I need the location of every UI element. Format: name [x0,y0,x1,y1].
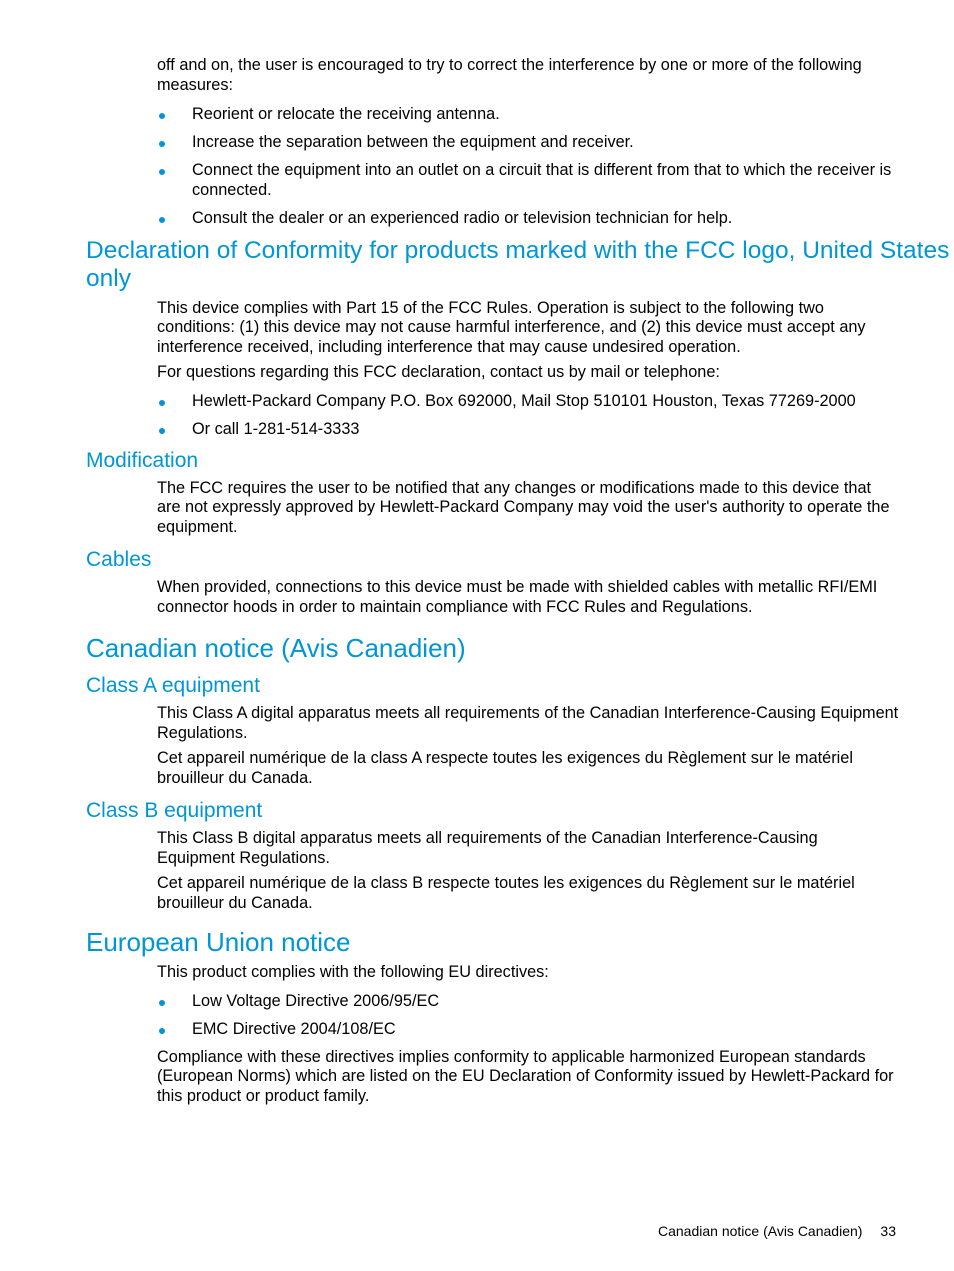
list-item [157,1020,899,1040]
class-a-paragraph-en: This Class A digital apparatus meets all requirements of the Canadian Interference-Causing Equipment Regulations. [157,704,899,742]
list-item [157,133,899,153]
bullet-icon [159,1000,165,1006]
list-item-text: Increase the separation between the equipment and receiver. [192,133,634,151]
bullet-icon [159,141,165,147]
cables-paragraph: When provided, connections to this device must be made with shielded cables with metallic RFI/EMI connector hoods in order to maintain compliance with FCC Rules and Regulations. [157,578,878,616]
page-number: 33 [880,1223,896,1239]
list-item-text: Low Voltage Directive 2006/95/EC [192,991,440,1010]
section-heading-cables: Cables [86,548,152,571]
declaration-bullet-list [157,392,899,440]
intro-paragraph: off and on, the user is encouraged to try to correct the interference by one or more of the following measures: [157,56,862,94]
class-a-paragraph-fr: Cet appareil numérique de la class A respecte toutes les exigences du Règlement sur le matériel brouilleur du Canada. [157,749,853,787]
eu-compliance-paragraph: Compliance with these directives implies conformity to applicable harmonized European standards (European Norms) which are listed on the EU Declaration of Conformity issued by Hewlett-Packard for this product or product family. [157,1047,894,1105]
class-b-paragraph-en: This Class B digital apparatus meets all requirements of the Canadian Interference-Causing Equipment Regulations. [157,829,818,867]
list-item [157,161,899,200]
list-item-text: EMC Directive 2004/108/EC [192,1019,396,1038]
list-item-text: Or call 1-281-514-3333 [192,419,360,438]
modification-paragraph: The FCC requires the user to be notified that any changes or modifications made to this device that are not expressly approved by Hewlett-Packard Company may void the user's authority to operate the equipment. [157,478,890,536]
section-heading-eu: European Union notice [86,927,351,957]
page-footer [658,1223,896,1240]
footer-section-title: Canadian notice (Avis Canadien) [658,1223,863,1239]
list-item [157,105,899,125]
section-heading-canadian: Canadian notice (Avis Canadien) [86,633,466,663]
bullet-icon [159,169,165,175]
intro-bullet-list [157,105,899,228]
eu-bullet-list [157,992,899,1040]
declaration-paragraph: This device complies with Part 15 of the FCC Rules. Operation is subject to the following two conditions: (1) this device may not cause harmful interference, and (2) this device must accept any interference received, including interference that may cause undesired operation. [157,298,866,356]
declaration-contact-paragraph: For questions regarding this FCC declaration, contact us by mail or telephone: [157,363,720,381]
bullet-icon [159,428,165,434]
list-item-text: Hewlett-Packard Company P.O. Box 692000, Mail Stop 510101 Houston, Texas 77269-2000 [192,391,856,410]
bullet-icon [159,1028,165,1034]
section-heading-declaration: Declaration of Conformity for products marked with the FCC logo, United States only [86,236,950,292]
bullet-icon [159,217,165,223]
bullet-icon [159,400,165,406]
eu-paragraph: This product complies with the following EU directives: [157,963,549,981]
list-item [157,209,899,229]
bullet-icon [159,113,165,119]
subsection-heading-class-a: Class A equipment [86,674,260,697]
list-item [157,392,899,412]
list-item-text: Reorient or relocate the receiving antenna. [192,105,500,123]
class-b-paragraph-fr: Cet appareil numérique de la class B respecte toutes les exigences du Règlement sur le matériel brouilleur du Canada. [157,874,855,912]
subsection-heading-class-b: Class B equipment [86,799,263,822]
list-item [157,420,899,440]
list-item-text: Consult the dealer or an experienced radio or television technician for help. [192,208,733,227]
section-heading-modification: Modification [86,448,199,472]
list-item-text: Connect the equipment into an outlet on a circuit that is different from that to which the receiver is connected. [192,161,892,199]
list-item [157,992,899,1012]
